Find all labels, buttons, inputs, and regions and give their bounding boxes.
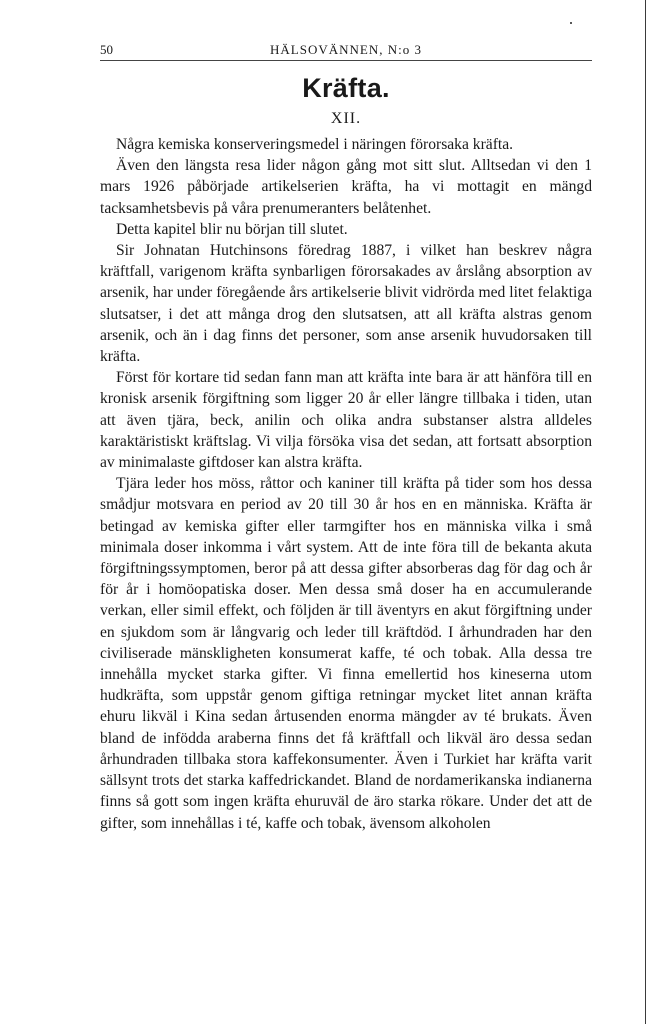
scan-edge-line — [645, 0, 646, 1024]
article-title: Kräfta. — [302, 73, 390, 103]
paragraph: Sir Johnatan Hutchinsons föredrag 1887, i vilket han beskrev några kräftfall, varigenom kräfta synbarligen förorsakades av årslång absorption av arsenik, har under föregående års artikelserie blivit vidrörda med litet felaktiga slutsatser, i det att många drog den slutsatsen, att all kräfta alstras genom arsenik, och än i dag finns det personer, som anse arsenik huvudorsaken till kräfta. — [100, 242, 592, 366]
paragraph-lead: Några kemiska konserveringsmedel i näringen förorsaka kräfta. — [116, 136, 514, 153]
paragraph: Först för kortare tid sedan fann man att kräfta inte bara är att hänföra till en kronisk arsenik förgiftning som ligger 20 år eller längre tillbaka i tiden, utan att även tjära, beck, anilin och olika andra substanser alstra alldeles karaktäristiskt kräftslag. Vi vilja försöka visa det sedan, att fortsatt absorption av minimalaste giftdoser kan alstra kräfta. — [100, 369, 592, 472]
article-body — [100, 134, 592, 834]
paragraph: Detta kapitel blir nu början till slutet. — [116, 220, 348, 238]
paragraph: Tjära leder hos möss, råttor och kaniner till kräfta på tider som hos dessa smådjur motsvara en period av 20 till 30 år hos en en människa. Kräfta är betingad av kemiska gifter eller tarmgifter hos en människa vilka i små minimala doser inkomma i vårt system. Att de inte föra till de bekanta akuta förgiftningssymptomen, beror på att dessa gifter absorberas dag för dag och år för år i homöopatiska doser. Men dessa små doser ha en accumulerande verkan, eller simil effekt, och följden är till äventyrs en akut förgiftning under en sjukdom som är långvarig och leder till kräftdöd. I århundraden har den civiliserade mänskligheten konsumerat kaffe, té och tobak. Alla dessa tre innehålla mycket starka gifter. Vi finna emellertid hos kineserna utom hudkräfta, som uppstår genom giftiga retningar mycket litet annan kräfta ehuru likväl i Kina sedan årtusenden enorma mängder av té brukats. Även bland de infödda araberna finns det få kräftfall och likväl äro dessa sedan århundraden tillbaka stora kaffekonsumenter. Även i Turkiet har kräfta varit sällsynt trots det starka kaffedrickandet. Bland de nordamerikanska indianerna finns så gott som ingen kräfta ehuruväl de äro starka rökare. Under det att de gifter, som innehållas i té, kaffe och tobak, ävensom alkoholen — [100, 475, 592, 832]
paragraph: Även den längsta resa lider någon gång mot sitt slut. Alltsedan vi den 1 mars 1926 påbörjade artikelserien kräfta, ha vi mottagit en mängd tacksamhetsbevis på våra prenumeranters belåtenhet. — [100, 157, 592, 217]
running-title: HÄLSOVÄNNEN, N:o 3 — [270, 42, 422, 57]
page-header — [100, 42, 592, 61]
chapter-number: XII. — [330, 110, 362, 127]
scan-speck — [570, 22, 572, 24]
page-number: 50 — [100, 42, 113, 57]
